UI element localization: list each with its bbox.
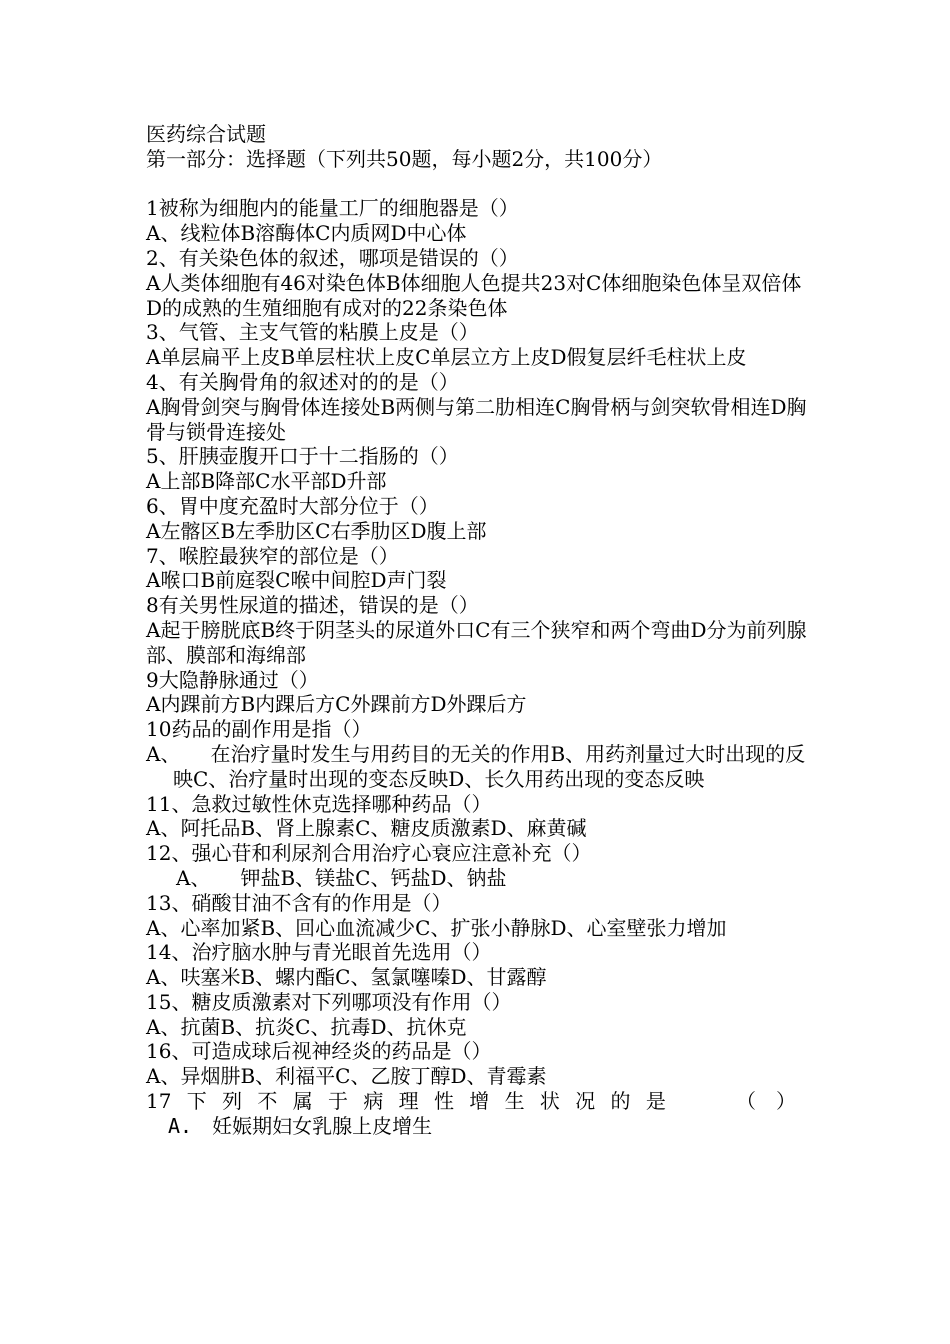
question-17 bbox=[146, 1089, 810, 1114]
question-4-options: A胸骨剑突与胸骨体连接处B两侧与第二肋相连C胸骨柄与剑突软骨相连D胸骨与锁骨连接处 bbox=[146, 394, 807, 444]
question-5-options: A上部B降部C水平部D升部 bbox=[146, 469, 387, 494]
question-9: 9大隐静脉通过（） bbox=[146, 667, 319, 692]
question-13-options: A、心率加紧B、回心血流减少C、扩张小静脉D、心室壁张力增加 bbox=[146, 915, 727, 940]
question-17-char: 列 bbox=[222, 1089, 243, 1114]
question-1: 1被称为细胞内的能量工厂的细胞器是（） bbox=[146, 196, 519, 221]
question-10-options: A、 在治疗量时发生与用药目的无关的作用B、用药剂量过大时出现的反映C、治疗量时出现的变态反映D、长久用药出现的变态反映 bbox=[146, 741, 806, 791]
question-6: 6、胃中度充盈时大部分位于（） bbox=[146, 493, 439, 518]
question-17-char: 属 bbox=[292, 1089, 313, 1114]
question-7: 7、喉腔最狭窄的部位是（） bbox=[146, 543, 399, 568]
question-10: 10药品的副作用是指（） bbox=[146, 717, 372, 742]
document-body bbox=[146, 122, 810, 1139]
question-2-options: A人类体细胞有46对染色体B体细胞人色提共23对C体细胞染色体呈双倍体 bbox=[146, 270, 802, 295]
question-16: 16、可造成球后视神经炎的药品是（） bbox=[146, 1039, 492, 1064]
question-17-answer-blank: （ ） bbox=[736, 1089, 796, 1114]
question-17-char: 性 bbox=[433, 1089, 454, 1114]
question-15: 15、糖皮质激素对下列哪项没有作用（） bbox=[146, 989, 512, 1014]
question-13: 13、硝酸甘油不含有的作用是（） bbox=[146, 890, 452, 915]
question-8-options: A起于膀胱底B终于阴茎头的尿道外口C有三个狭窄和两个弯曲D分为前列腺部、膜部和海绵部 bbox=[146, 617, 807, 667]
page-title: 医药综合试题 bbox=[146, 122, 266, 146]
question-2: 2、有关染色体的叙述，哪项是错误的（） bbox=[146, 245, 519, 270]
question-17-char: 状 bbox=[539, 1089, 560, 1114]
question-17-char: 的 bbox=[610, 1089, 631, 1114]
section-heading: 第一部分：选择题（下列共50题，每小题2分，共100分） bbox=[146, 146, 663, 171]
question-17-char: 不 bbox=[257, 1089, 278, 1114]
question-17-char: 生 bbox=[504, 1089, 525, 1114]
question-17-char: 17 bbox=[146, 1089, 172, 1114]
question-17-char: 况 bbox=[575, 1089, 596, 1114]
question-17-text bbox=[146, 1089, 666, 1114]
question-17-char: 是 bbox=[645, 1089, 666, 1114]
question-6-options: A左髂区B左季肋区C右季肋区D腹上部 bbox=[146, 518, 487, 543]
question-17-char: 于 bbox=[328, 1089, 349, 1114]
question-14: 14、治疗脑水肿与青光眼首先选用（） bbox=[146, 940, 492, 965]
question-17-char: 增 bbox=[469, 1089, 490, 1114]
question-3-options: A单层扁平上皮B单层柱状上皮C单层立方上皮D假复层纤毛柱状上皮 bbox=[146, 345, 747, 370]
question-7-options: A喉口B前庭裂C喉中间腔D声门裂 bbox=[146, 568, 447, 593]
question-12-options: A、 钾盐B、镁盐C、钙盐D、钠盐 bbox=[176, 865, 507, 890]
question-4: 4、有关胸骨角的叙述对的的是（） bbox=[146, 369, 459, 394]
question-5: 5、肝胰壶腹开口于十二指肠的（） bbox=[146, 444, 459, 469]
question-11: 11、急救过敏性休克选择哪种药品（） bbox=[146, 791, 492, 816]
question-17-char: 下 bbox=[186, 1089, 207, 1114]
question-8: 8有关男性尿道的描述，错误的是（） bbox=[146, 593, 479, 618]
question-2-option-d: D的成熟的生殖细胞有成对的22条染色体 bbox=[146, 295, 508, 320]
question-17-option-a: A. 妊娠期妇女乳腺上皮增生 bbox=[168, 1113, 433, 1138]
question-3: 3、气管、主支气管的粘膜上皮是（） bbox=[146, 320, 479, 345]
blank-line bbox=[146, 172, 810, 197]
question-14-options: A、呋塞米B、螺内酯C、氢氯噻嗪D、甘露醇 bbox=[146, 965, 547, 990]
question-17-char: 病 bbox=[363, 1089, 384, 1114]
question-9-options: A内踝前方B内踝后方C外踝前方D外踝后方 bbox=[146, 692, 527, 717]
question-16-options: A、异烟肼B、利福平C、乙胺丁醇D、青霉素 bbox=[146, 1064, 547, 1089]
question-11-options: A、阿托品B、肾上腺素C、糖皮质激素D、麻黄碱 bbox=[146, 816, 587, 841]
question-12: 12、强心苷和利尿剂合用治疗心衰应注意补充（） bbox=[146, 841, 592, 866]
question-1-options: A、线粒体B溶酶体C内质网D中心体 bbox=[146, 221, 467, 246]
question-15-options: A、抗菌B、抗炎C、抗毒D、抗休克 bbox=[146, 1014, 467, 1039]
question-17-char: 理 bbox=[398, 1089, 419, 1114]
